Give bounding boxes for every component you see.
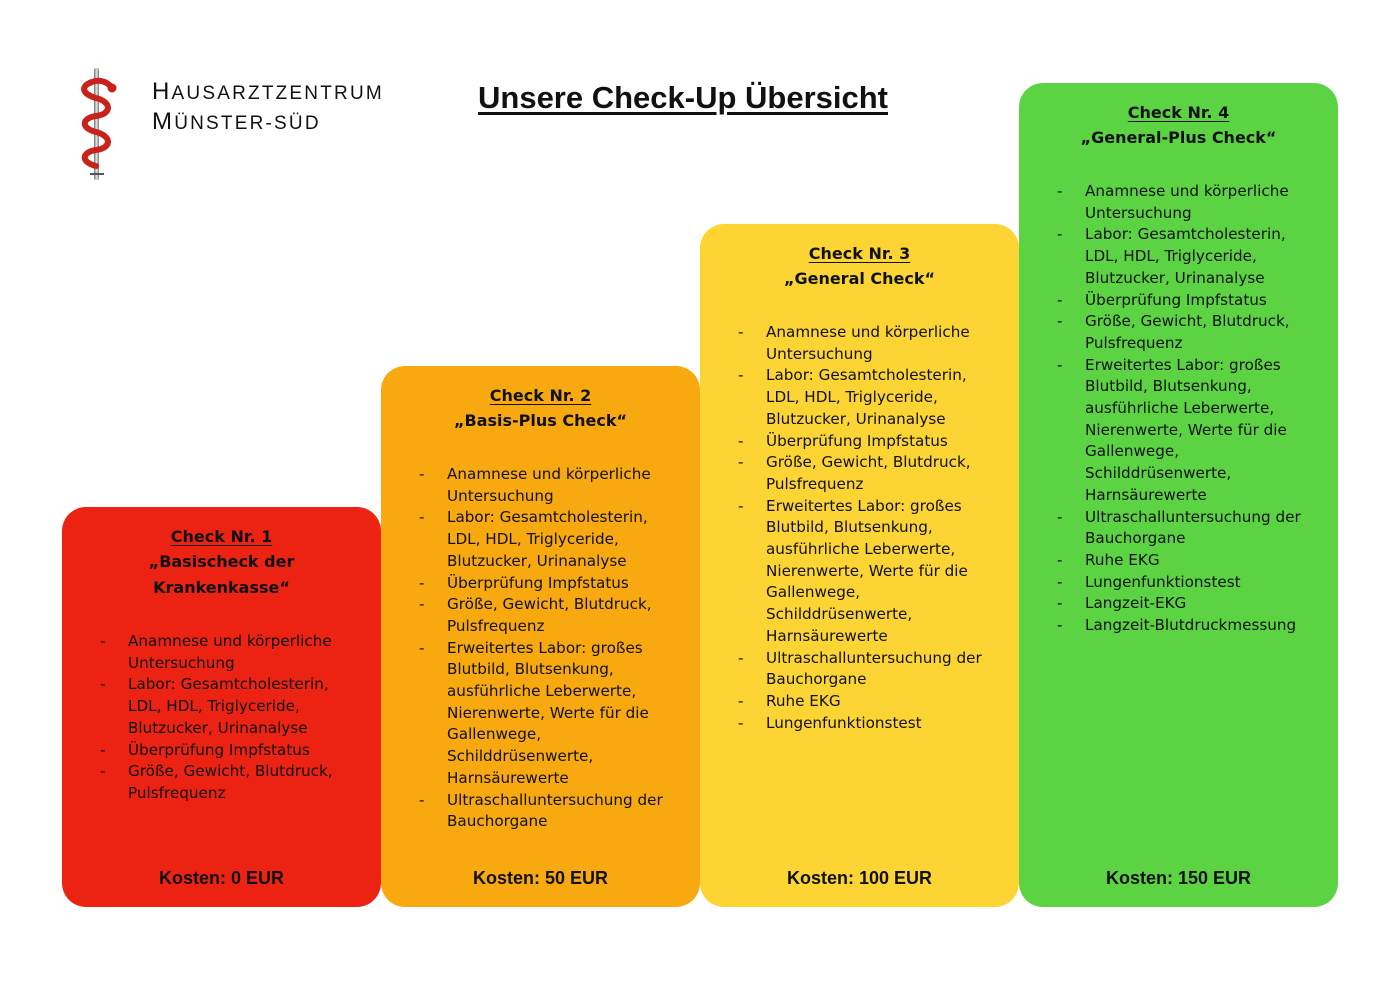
- check-item: - Überprüfung Impfstatus: [399, 573, 682, 595]
- check-items: [718, 322, 1001, 734]
- check-item: - Erweitertes Labor: großes Blutbild, Blutsenkung, ausführliche Leberwerte, Nierenwerte, Werte für die Gallenwege, Schilddrüsenwerte, Harnsäurewerte: [399, 638, 682, 790]
- check-name: „Basis-Plus Check“: [454, 411, 627, 430]
- check-name: „General Check“: [783, 269, 936, 288]
- check-item: - Langzeit-Blutdruckmessung: [1037, 615, 1320, 637]
- check-item: - Langzeit-EKG: [1037, 593, 1320, 615]
- check-item: - Ultraschalluntersuchung der Bauchorgane: [1037, 507, 1320, 550]
- check-number: Check Nr. 4: [1127, 103, 1230, 122]
- check-item: - Größe, Gewicht, Blutdruck, Pulsfrequenz: [718, 452, 1001, 495]
- check-items: [1037, 181, 1320, 637]
- check-item: - Überprüfung Impfstatus: [80, 740, 363, 762]
- check-number: Check Nr. 2: [489, 386, 592, 405]
- check-cost: Kosten: 100 EUR: [786, 868, 933, 888]
- check-items: [399, 464, 682, 833]
- check-item: - Labor: Gesamtcholesterin, LDL, HDL, Triglyceride, Blutzucker, Urinanalyse: [399, 507, 682, 572]
- page-title: Unsere Check-Up Übersicht: [478, 80, 889, 115]
- practice-name: [152, 78, 384, 138]
- check-item: - Anamnese und körperliche Untersuchung: [80, 631, 363, 674]
- check-number: Check Nr. 1: [170, 527, 273, 546]
- practice-name-line2: MÜNSTER-SÜD: [152, 108, 321, 135]
- check-item: - Überprüfung Impfstatus: [718, 431, 1001, 453]
- check-name: „Basischeck der Krankenkasse“: [148, 552, 295, 597]
- practice-logo: [78, 66, 418, 186]
- practice-name-line1: HAUSARZTZENTRUM: [152, 78, 384, 105]
- check-item: - Größe, Gewicht, Blutdruck, Pulsfrequenz: [1037, 311, 1320, 354]
- check-item: - Anamnese und körperliche Untersuchung: [718, 322, 1001, 365]
- check-item: - Ultraschalluntersuchung der Bauchorgane: [399, 790, 682, 833]
- check-item: - Größe, Gewicht, Blutdruck, Pulsfrequenz: [399, 594, 682, 637]
- check-item: - Erweitertes Labor: großes Blutbild, Blutsenkung, ausführliche Leberwerte, Nierenwerte, Werte für die Gallenwege, Schilddrüsenwerte, Harnsäurewerte: [718, 496, 1001, 648]
- check-item: - Erweitertes Labor: großes Blutbild, Blutsenkung, ausführliche Leberwerte, Nierenwerte, Werte für die Gallenwege, Schilddrüsenwerte, Harnsäurewerte: [1037, 355, 1320, 507]
- check-item: - Lungenfunktionstest: [1037, 572, 1320, 594]
- check-item: - Anamnese und körperliche Untersuchung: [1037, 181, 1320, 224]
- check-item: - Lungenfunktionstest: [718, 713, 1001, 735]
- check-item: - Ruhe EKG: [718, 691, 1001, 713]
- check-item: - Labor: Gesamtcholesterin, LDL, HDL, Triglyceride, Blutzucker, Urinanalyse: [718, 365, 1001, 430]
- check-item: - Größe, Gewicht, Blutdruck, Pulsfrequenz: [80, 761, 363, 804]
- check-item: - Labor: Gesamtcholesterin, LDL, HDL, Triglyceride, Blutzucker, Urinanalyse: [1037, 224, 1320, 289]
- check-card-1: [62, 507, 381, 907]
- check-items: [80, 631, 363, 805]
- check-cost: Kosten: 50 EUR: [472, 868, 609, 888]
- check-card-2: [381, 366, 700, 907]
- check-number: Check Nr. 3: [808, 244, 911, 263]
- check-name: „General-Plus Check“: [1080, 128, 1277, 147]
- check-item: - Überprüfung Impfstatus: [1037, 290, 1320, 312]
- rod-of-asclepius-icon: [78, 66, 138, 186]
- check-item: - Anamnese und körperliche Untersuchung: [399, 464, 682, 507]
- check-item: - Labor: Gesamtcholesterin, LDL, HDL, Triglyceride, Blutzucker, Urinanalyse: [80, 674, 363, 739]
- check-card-4: [1019, 83, 1338, 907]
- check-item: - Ruhe EKG: [1037, 550, 1320, 572]
- check-cost: Kosten: 0 EUR: [158, 868, 284, 888]
- check-item: - Ultraschalluntersuchung der Bauchorgane: [718, 648, 1001, 691]
- check-cost: Kosten: 150 EUR: [1105, 868, 1252, 888]
- check-card-3: [700, 224, 1019, 907]
